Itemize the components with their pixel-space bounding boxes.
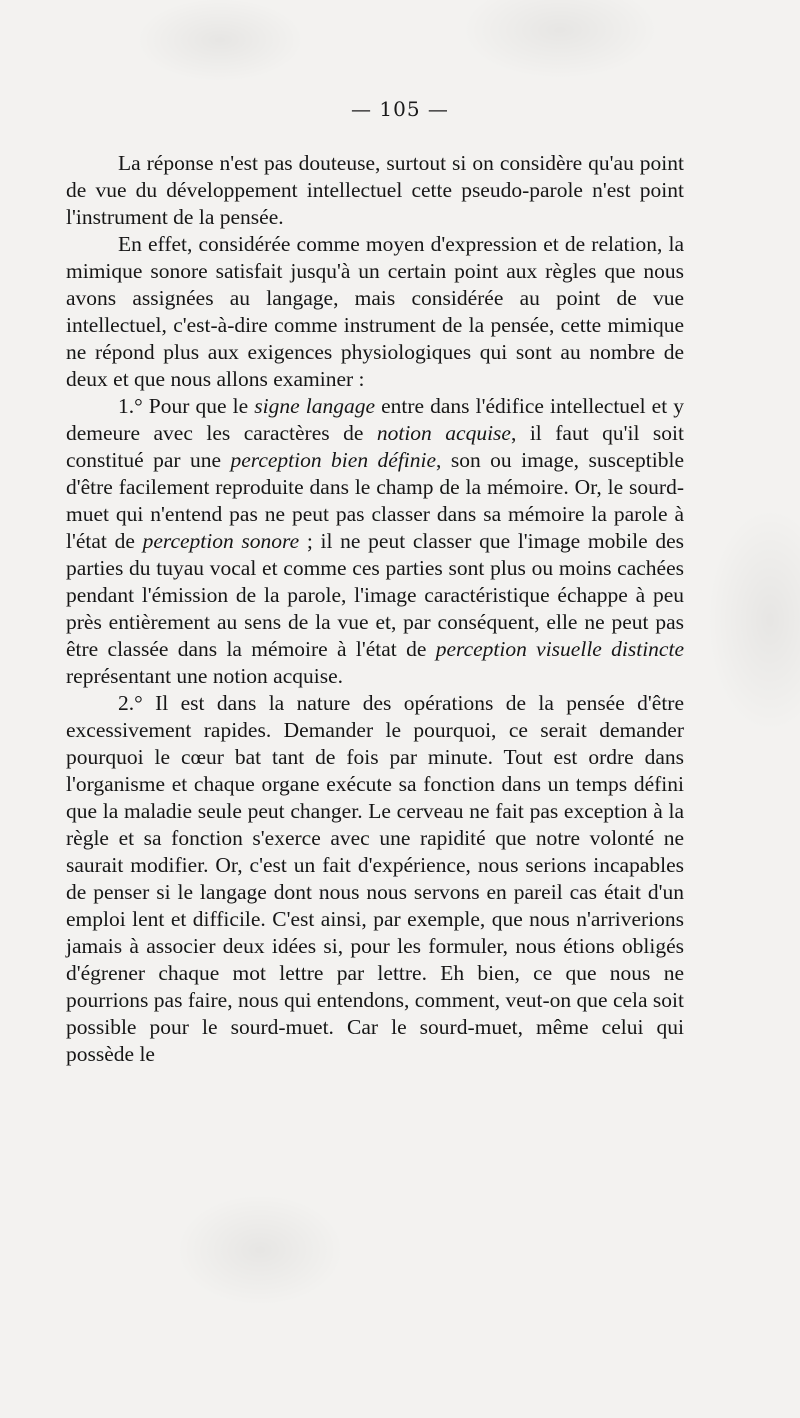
italic-term: notion acquise (376, 421, 511, 445)
italic-term: perception bien définie (230, 448, 437, 472)
page-number: — 105 — (351, 97, 449, 121)
paragraph (66, 393, 684, 690)
paragraph (66, 231, 684, 393)
italic-term: perception visuelle distincte (435, 637, 684, 661)
text-run: représentant une notion acquise. (66, 664, 344, 688)
paragraph (66, 690, 684, 1068)
body-text (66, 150, 684, 1068)
text-run: , son ou image, susceptible d'être facilement reproduite dans le champ de la mémoire. Or, le sourd-muet qui n'entend pas ne peut pas classer dans sa mémoire la parole à l'état de (66, 448, 684, 553)
text-run: 2.° Il est dans la nature des opérations de la pensée d'être excessivement rapides. Demander le pourquoi, ce serait demander pourquoi le cœur bat tant de fois par minute. Tout est ordre dans l'organisme et chaque organe exécute sa fonction dans un temps défini que la maladie seule peut changer. Le cerveau ne fait pas exception à la règle et sa fonction s'exerce avec une rapidité que notre volonté ne saurait modifier. Or, c'est un fait d'expérience, nous serions incapables de penser si le langage dont nous nous servons en pareil cas était d'un emploi lent et difficile. C'est ainsi, par exemple, que nous n'arriverions jamais à associer deux idées si, pour les formuler, nous étions obligés d'égrener chaque mot lettre par lettre. Eh bien, ce que nous ne pourrions pas faire, nous qui entendons, comment, veut-on que cela soit possible pour le sourd-muet. Car le sourd-muet, même celui qui possède le (66, 691, 684, 1066)
text-run: , il faut qu'il soit constitué par une (66, 421, 685, 472)
paragraph (66, 150, 684, 231)
text-run: En effet, considérée comme moyen d'expression et de relation, la mimique sonore satisfait jusqu'à un certain point aux règles que nous avons assignées au langage, mais considérée au point de vue intellectuel, c'est-à-dire comme instrument de la pensée, cette mimique ne répond plus aux exigences physiologiques qui sont au nombre de deux et que nous allons examiner : (66, 232, 684, 391)
text-run: ; il ne peut classer que l'image mobile des parties du tuyau vocal et comme ces parties sont plus ou moins cachées pendant l'émission de la parole, l'image caractéristique échappe à peu près entièrement au sens de la vue et, par conséquent, elle ne peut pas être classée dans la mémoire à l'état de (66, 529, 684, 661)
text-run: La réponse n'est pas douteuse, surtout si on considère qu'au point de vue du développement intellectuel cette pseudo-parole n'est point l'instrument de la pensée. (66, 151, 684, 229)
italic-term: perception sonore (142, 529, 300, 553)
text-run: 1.° Pour que le (118, 394, 255, 418)
italic-term: signe langage (254, 394, 375, 418)
text-run: entre dans l'édifice intellectuel et y demeure avec les caractères de (66, 394, 684, 445)
